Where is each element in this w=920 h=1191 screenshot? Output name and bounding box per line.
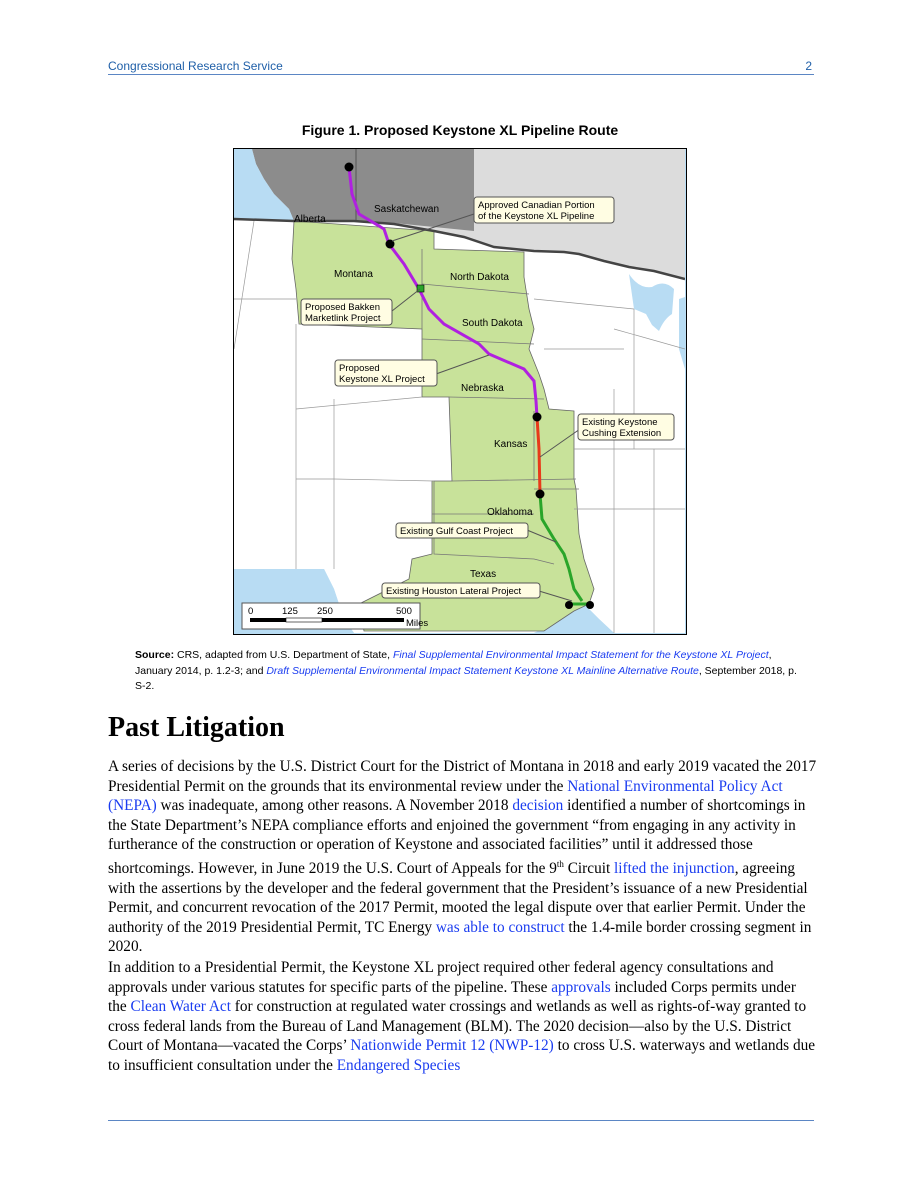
paragraph-2 bbox=[108, 958, 818, 1076]
node-steele-city bbox=[533, 413, 542, 422]
callout-canadian bbox=[474, 197, 614, 223]
callout-bakken-l1: Proposed Bakken bbox=[305, 302, 380, 313]
callout-gulf bbox=[396, 523, 528, 538]
p2-text-d: to cross U.S. waterways and wetlands due to insufficient consultation under the bbox=[108, 1037, 816, 1074]
callout-cushing-l2: Cushing Extension bbox=[582, 428, 662, 439]
figure-title: Figure 1. Proposed Keystone XL Pipeline Route bbox=[301, 122, 619, 138]
label-saskatchewan: Saskatchewan bbox=[374, 204, 440, 215]
source-mid: , January 2014, p. 1.2-3; and bbox=[135, 649, 772, 677]
scale-125: 125 bbox=[282, 606, 298, 617]
source-label: Source: bbox=[135, 649, 175, 661]
label-nebraska: Nebraska bbox=[461, 383, 504, 394]
p1-text-b: was inadequate, among other reasons. A November 2018 bbox=[156, 797, 513, 815]
p1-text-c: identified a number of shortcomings in the State Department’s NEPA compliance efforts and enjoined the government “from engaging in any activity in furtherance of the construction or operation of Keystone and associated facilities” until it addressed those shortcomings. However, in June 2019 the U.S. Court of Appeals for the 9 bbox=[108, 797, 806, 878]
p2-text-a: In addition to a Presidential Permit, the Keystone XL project required other federal agency consultations and approvals under various statutes for specific parts of the pipeline. These bbox=[108, 959, 774, 996]
callout-houston bbox=[382, 583, 540, 598]
node-port-arthur bbox=[586, 601, 594, 609]
callout-kxl-l1: Proposed bbox=[339, 363, 380, 374]
scale-bar bbox=[242, 603, 428, 629]
label-montana: Montana bbox=[334, 269, 373, 280]
source-link-final-seis[interactable]: Final Supplemental Environmental Impact Statement for the Keystone XL Project bbox=[392, 649, 769, 661]
node-houston bbox=[565, 601, 573, 609]
source-post: , September 2018, p. S-2. bbox=[135, 664, 797, 692]
scale-unit: Miles bbox=[406, 618, 429, 629]
section-heading: Past Litigation bbox=[108, 712, 285, 743]
callout-canadian-l2: of the Keystone XL Pipeline bbox=[478, 211, 595, 222]
p1-text-a: A series of decisions by the U.S. District Court for the District of Montana in 2018 and early 2019 vacated the 2017 Presidential Permit on the grounds that its environmental review under the bbox=[108, 758, 817, 795]
header-rule bbox=[108, 74, 814, 75]
callout-cushing-l1: Existing Keystone bbox=[582, 417, 658, 428]
pipeline-map bbox=[233, 148, 687, 635]
node-cushing bbox=[536, 490, 545, 499]
label-kansas: Kansas bbox=[494, 439, 528, 450]
callout-houston-text: Existing Houston Lateral Project bbox=[386, 586, 522, 597]
link-clean-water-act[interactable]: Clean Water Act bbox=[130, 998, 231, 1016]
source-link-draft-seis[interactable]: Draft Supplemental Environmental Impact Statement Keystone XL Mainline Alternative Route bbox=[266, 664, 699, 677]
link-nepa[interactable]: National Environmental Policy Act (NEPA) bbox=[108, 777, 783, 815]
callout-kxl bbox=[335, 360, 437, 386]
link-lifted-injunction[interactable]: lifted the injunction bbox=[614, 860, 735, 878]
p2-text-c: for construction at regulated water crossings and wetlands as well as rights-of-way granted to cross federal lands from the Bureau of Land Management (BLM). The 2020 decision—also by the U.S. District Court of Montana—vacated the Corps’ bbox=[108, 998, 807, 1055]
callout-gulf-text: Existing Gulf Coast Project bbox=[400, 526, 513, 537]
link-approvals[interactable]: approvals bbox=[551, 978, 611, 996]
link-endangered-species[interactable]: Endangered Species bbox=[336, 1056, 461, 1074]
map-svg bbox=[234, 149, 685, 633]
paragraph-1 bbox=[108, 757, 818, 957]
figure-source bbox=[135, 648, 805, 695]
footer-rule bbox=[108, 1120, 814, 1121]
node-hardisty bbox=[345, 163, 354, 172]
scale-0: 0 bbox=[248, 606, 254, 617]
callout-canadian-l1: Approved Canadian Portion bbox=[478, 200, 595, 211]
page-header bbox=[108, 58, 814, 74]
link-decision[interactable]: decision bbox=[512, 797, 564, 815]
p2-text-b: included Corps permits under the bbox=[108, 978, 796, 1016]
page-number: 2 bbox=[805, 59, 812, 73]
scale-250: 250 bbox=[317, 606, 333, 617]
label-oklahoma: Oklahoma bbox=[487, 507, 533, 518]
callout-bakken bbox=[301, 299, 392, 325]
p1-text-e: , agreeing with the assertions by the developer and the federal government that the President’s issuance of a new Presidential Permit, and concurrent revocation of the 2017 Permit, mooted the legal dispute over that earlier Permit. Under the authority of the 2019 Presidential Permit, TC Energy bbox=[108, 860, 808, 936]
p1-sup: th bbox=[556, 858, 564, 869]
callout-bakken-l2: Marketlink Project bbox=[305, 313, 381, 324]
link-nwp-12[interactable]: Nationwide Permit 12 (NWP-12) bbox=[350, 1037, 554, 1055]
label-alberta: Alberta bbox=[294, 214, 326, 225]
callout-cushing bbox=[578, 414, 674, 440]
p1-text-d: Circuit bbox=[563, 860, 615, 878]
p1-text-f: the 1.4-mile border crossing segment in 2020. bbox=[108, 918, 812, 956]
label-texas: Texas bbox=[470, 569, 497, 580]
source-pre: CRS, adapted from U.S. Department of State, bbox=[177, 649, 393, 661]
label-south-dakota: South Dakota bbox=[462, 318, 523, 329]
label-north-dakota: North Dakota bbox=[450, 272, 509, 283]
callout-kxl-l2: Keystone XL Project bbox=[339, 374, 425, 385]
header-org: Congressional Research Service bbox=[108, 59, 283, 73]
scale-500: 500 bbox=[396, 606, 412, 617]
link-able-to-construct[interactable]: was able to construct bbox=[435, 918, 565, 936]
